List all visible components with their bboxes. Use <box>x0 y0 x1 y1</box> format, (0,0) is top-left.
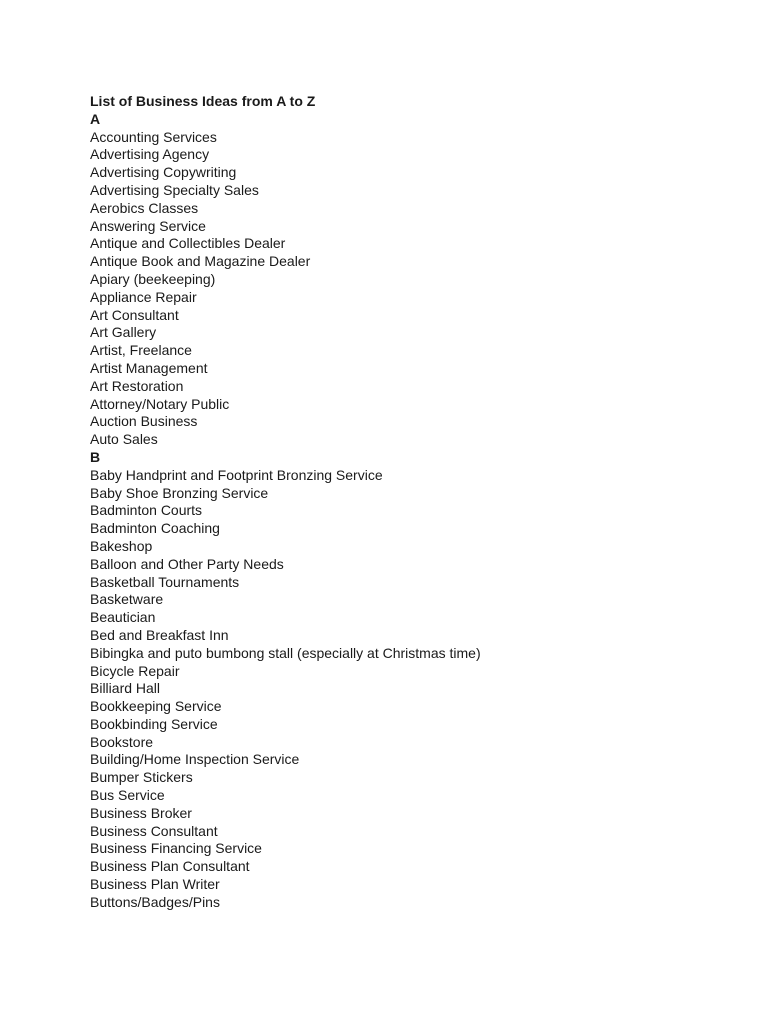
list-item: Bookkeeping Service <box>90 698 222 715</box>
document-title: List of Business Ideas from A to Z <box>90 93 316 109</box>
list-item: Art Gallery <box>90 324 157 341</box>
document-page <box>90 93 730 912</box>
list-item: Badminton Coaching <box>90 520 220 537</box>
letter-section <box>90 449 730 912</box>
sections-list <box>90 111 730 912</box>
list-item: Basketball Tournaments <box>90 573 240 590</box>
list-item: Business Plan Writer <box>90 876 220 893</box>
letter-heading: B <box>90 448 101 465</box>
list-item: Bumper Stickers <box>90 769 193 786</box>
list-item: Advertising Copywriting <box>90 164 237 181</box>
list-item: Baby Handprint and Footprint Bronzing Service <box>90 466 383 483</box>
list-item: Antique and Collectibles Dealer <box>90 235 286 252</box>
letter-section <box>90 111 730 449</box>
list-item: Art Restoration <box>90 377 184 394</box>
list-item: Business Broker <box>90 804 192 821</box>
list-item: Artist, Freelance <box>90 342 192 359</box>
list-item: Bookbinding Service <box>90 715 218 732</box>
list-item: Antique Book and Magazine Dealer <box>90 253 311 270</box>
list-item: Appliance Repair <box>90 288 197 305</box>
list-item: Basketware <box>90 591 164 608</box>
list-item: Bus Service <box>90 787 165 804</box>
list-item: Accounting Services <box>90 128 217 145</box>
list-item: Bakeshop <box>90 537 153 554</box>
list-item: Building/Home Inspection Service <box>90 751 300 768</box>
list-item: Bookstore <box>90 733 154 750</box>
list-item: Beautician <box>90 609 156 626</box>
letter-heading: A <box>90 110 101 127</box>
list-item: Auto Sales <box>90 431 158 448</box>
list-item: Aerobics Classes <box>90 199 199 216</box>
list-item: Baby Shoe Bronzing Service <box>90 484 269 501</box>
list-item: Badminton Courts <box>90 502 203 519</box>
list-item: Advertising Specialty Sales <box>90 181 259 198</box>
list-item: Art Consultant <box>90 306 179 323</box>
list-item: Bicycle Repair <box>90 662 180 679</box>
list-item: Auction Business <box>90 413 198 430</box>
list-item: Attorney/Notary Public <box>90 395 230 412</box>
list-item: Artist Management <box>90 359 208 376</box>
list-item: Answering Service <box>90 217 206 234</box>
list-item: Business Consultant <box>90 822 218 839</box>
list-item: Business Plan Consultant <box>90 858 250 875</box>
list-item: Bed and Breakfast Inn <box>90 626 229 643</box>
list-item: Apiary (beekeeping) <box>90 270 216 287</box>
list-item: Business Financing Service <box>90 840 262 857</box>
list-item: Advertising Agency <box>90 146 210 163</box>
list-item: Balloon and Other Party Needs <box>90 555 284 572</box>
list-item: Buttons/Badges/Pins <box>90 893 220 910</box>
list-item: Bibingka and puto bumbong stall (especially at Christmas time) <box>90 644 481 661</box>
list-item: Billiard Hall <box>90 680 161 697</box>
